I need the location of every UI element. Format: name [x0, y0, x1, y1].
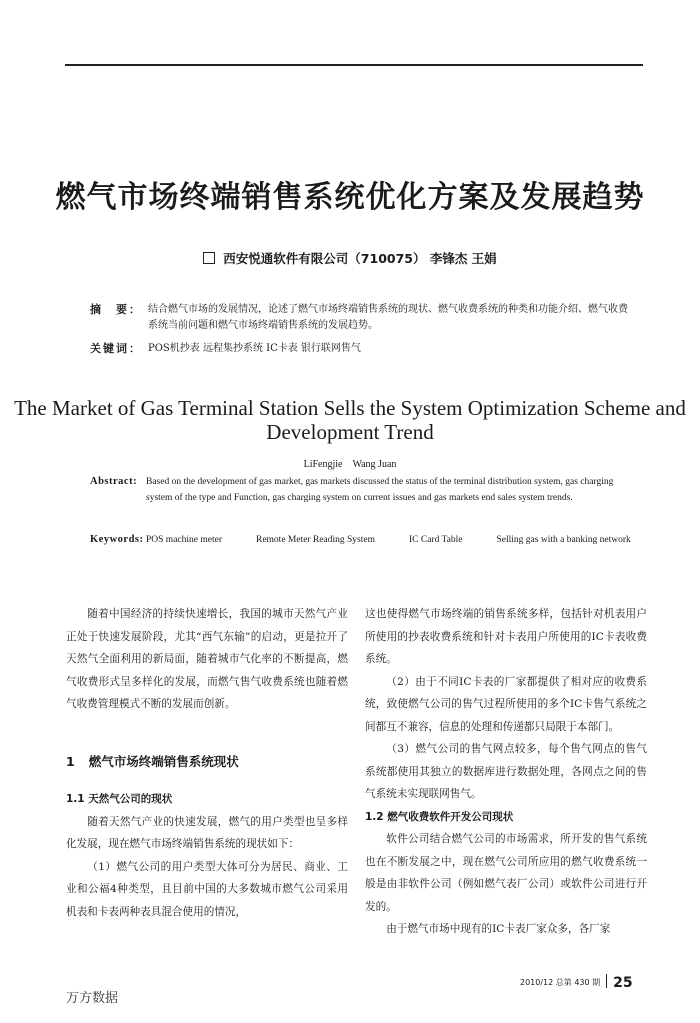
keywords-cn [90, 341, 630, 357]
page-footer [520, 974, 633, 991]
keyword-item: Remote Meter Reading System [255, 535, 375, 545]
section-number: 1 [66, 753, 75, 769]
page-title: 燃气市场终端销售系统优化方案及发展趋势 [55, 180, 645, 215]
abstract-en [90, 474, 630, 506]
subsection-1-1-heading: 1.1 天然气公司的现状 [66, 793, 173, 805]
keywords-en [90, 532, 630, 548]
abstract-en-text: Based on the development of gas market, gas markets discussed the status of the terminal distribution system, gas charging system of the type and Function, gas charging system on current issues and gas markets end sales system trends. [146, 477, 614, 503]
keywords-en-label: Keywords: [90, 534, 144, 545]
square-bullet-icon [203, 252, 215, 264]
author-line [0, 249, 700, 267]
keywords-cn-label: 关键词： [90, 342, 142, 355]
paragraph: （3）燃气公司的售气网点较多，每个售气网点的售气系统都使用其独立的数据库进行数据处理，各网点之间的售气系统未实现联网售气。 [365, 743, 647, 800]
paragraph: （1）燃气公司的用户类型大体可分为居民、商业、工业和公福4种类型，且目前中国的大多数城市燃气公司采用机表和卡表两种表具混合使用的情况， [66, 860, 348, 918]
subsection-1-2-heading: 1.2 燃气收费软件开发公司现状 [365, 810, 514, 823]
section-1-heading [66, 751, 348, 774]
english-title: The Market of Gas Terminal Station Sells the System Optimization Scheme and Development Trend [14, 396, 686, 444]
abstract-cn-label: 摘 要： [90, 303, 142, 316]
top-rule [65, 64, 643, 66]
abstract-cn-text: 结合燃气市场的发展情况，论述了燃气市场终端销售系统的现状、燃气收费系统的种类和功能介绍、燃气收费系统当前问题和燃气市场终端销售系统的发展趋势。 [148, 304, 628, 331]
paragraph: （2）由于不同IC卡表的厂家都提供了相对应的收费系统，致使燃气公司的售气过程所使用的多个IC卡售气系统之间都互不兼容，信息的处理和传递都只局限于本部门。 [365, 675, 647, 733]
author-text: 西安悦通软件有限公司（710075） 李锋杰 王娟 [223, 251, 497, 266]
body-right-column [365, 603, 647, 941]
keyword-item: IC Card Table [408, 535, 463, 545]
paragraph: 随着天然气产业的快速发展，燃气的用户类型也呈多样化发展，现在燃气市场终端销售系统的现状如下： [66, 815, 348, 850]
abstract-cn [90, 302, 630, 334]
watermark: 万方数据 [66, 991, 119, 1006]
footer-divider [606, 974, 607, 988]
keyword-item: POS machine meter [146, 535, 222, 545]
keywords-en-list [146, 532, 630, 548]
keywords-cn-text: POS机抄表 远程集抄系统 IC卡表 银行联网售气 [148, 343, 361, 354]
body-left-column [66, 603, 348, 923]
section-title: 燃气市场终端销售系统现状 [88, 753, 239, 769]
intro-paragraph: 随着中国经济的持续快速增长，我国的城市天然气产业正处于快速发展阶段，尤其“西气东输”的启动，更是拉开了天然气全面利用的新局面，随着城市气化率的不断提高，燃气收费形式呈多样化的发展，而燃气售气收费系统也随着燃气收费管理模式不断的发展而创新。 [66, 608, 348, 710]
issue-info: 2010/12 总第 430 期 [520, 978, 601, 987]
page-number: 25 [613, 975, 633, 991]
paragraph: 由于燃气市场中现有的IC卡表厂家众多，各厂家 [386, 923, 611, 935]
paragraph: 这也使得燃气市场终端的销售系统多样，包括针对机表用户所使用的抄表收费系统和针对卡表用户所使用的IC卡表收费系统。 [365, 608, 647, 665]
abstract-en-label: Abstract: [90, 476, 138, 487]
paragraph: 软件公司结合燃气公司的市场需求，所开发的售气系统也在不断发展之中，现在燃气公司所应用的燃气收费系统一般是由非软件公司（例如燃气表厂公司）或软件公司进行开发的。 [365, 833, 647, 913]
english-authors: LiFengjie Wang Juan [303, 459, 397, 470]
keyword-item: Selling gas with a banking network [496, 535, 631, 545]
